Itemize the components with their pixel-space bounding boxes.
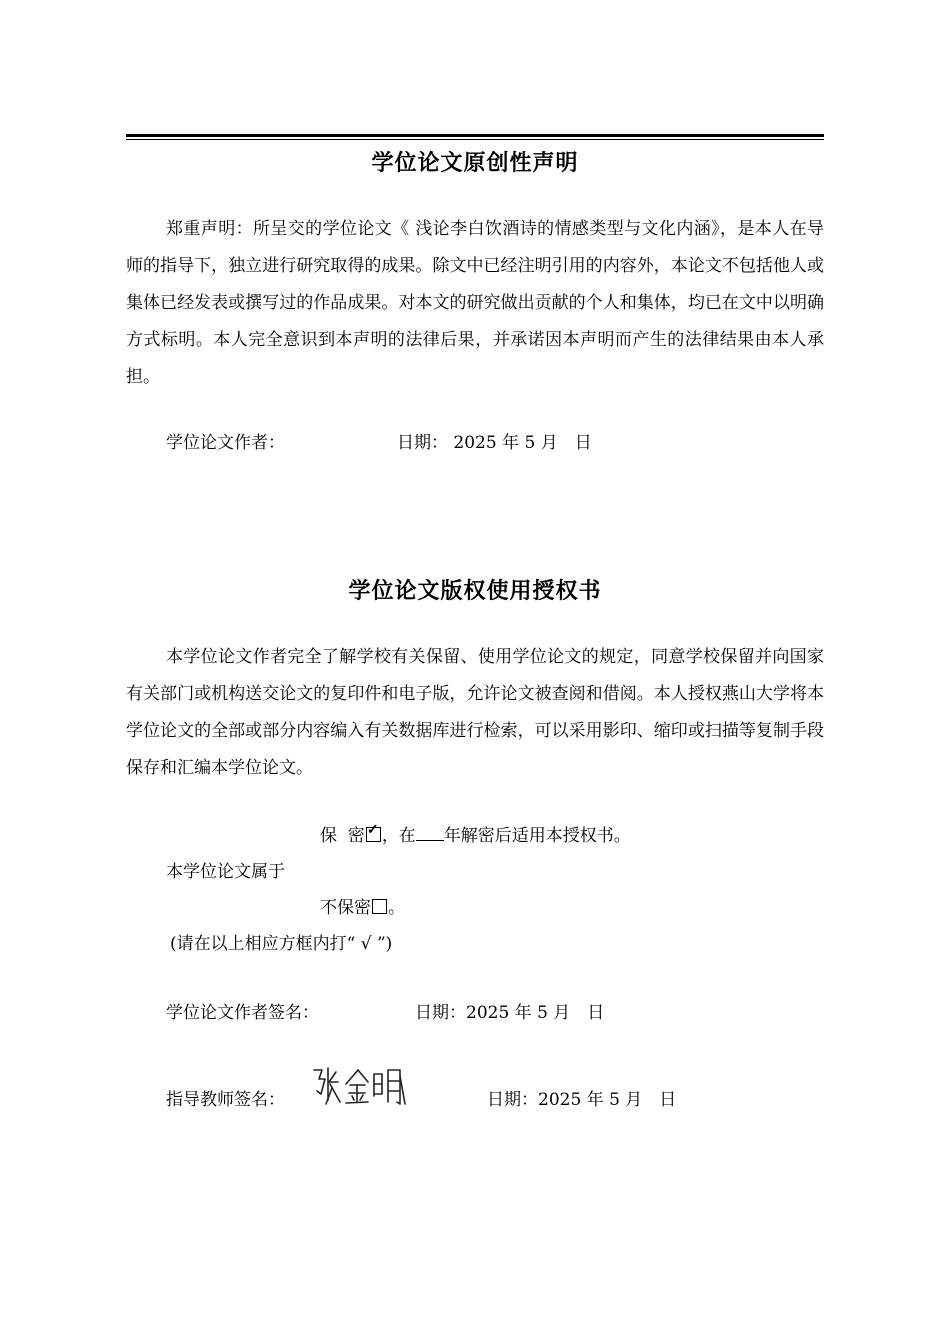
declaration-date: 日期： 2025 年 5 月 日: [397, 433, 592, 453]
secret-option-row: [320, 824, 631, 848]
advisor-sign-label: 指导教师签名：: [166, 1090, 285, 1110]
nonsecret-option-label: 不保密: [320, 898, 371, 918]
decrypt-years-blank: [416, 824, 444, 841]
check-mark-icon: ✓: [366, 822, 379, 838]
secret-option-suffix-a: ，在: [381, 826, 416, 846]
declaration-body: 郑重声明：所呈交的学位论文《 浅论李白饮酒诗的情感类型与文化内涵》，是本人在导师的指导下，独立进行研究取得的成果。除文中已经注明引用的内容外，本论文不包括他人或集体已经发表或撰写过的作品成果。对本文的研究做出贡献的个人和集体，均已在文中以明确方式标明。本人完全意识到本声明的法律后果，并承诺因本声明而产生的法律结果由本人承担。: [126, 219, 824, 387]
check-instruction: (请在以上相应方框内打“ √ ”): [170, 934, 393, 954]
secret-option-label: 保 密: [320, 826, 365, 846]
author-sign-label: 学位论文作者签名：: [166, 1003, 319, 1023]
belongs-label: 本学位论文属于: [166, 862, 285, 882]
authorization-body: 本学位论文作者完全了解学校有关保留、使用学位论文的规定，同意学校保留并向国家有关部门或机构送交论文的复印件和电子版，允许论文被查阅和借阅。本人授权燕山大学将本学位论文的全部或部分内容编入有关数据库进行检索，可以采用影印、缩印或扫描等复制手段保存和汇编本学位论文。: [126, 647, 824, 778]
declaration-author-label: 学位论文作者：: [166, 433, 285, 453]
authorization-title: 学位论文版权使用授权书: [348, 579, 602, 604]
advisor-signature-image: [308, 1064, 412, 1108]
secret-option-suffix-b: 年解密后适用本授权书。: [443, 826, 631, 846]
nonsecret-option-suffix: 。: [388, 898, 405, 918]
secret-checkbox[interactable]: [366, 822, 381, 842]
advisor-sign-date: 日期：2025 年 5 月 日: [487, 1090, 677, 1110]
header-rule-thick: [126, 134, 824, 137]
nonsecret-option-row: [320, 896, 405, 920]
nonsecret-checkbox[interactable]: [372, 899, 387, 914]
header-rule-thin: [126, 139, 824, 140]
author-sign-date: 日期：2025 年 5 月 日: [415, 1003, 605, 1023]
declaration-title: 学位论文原创性声明: [371, 151, 579, 176]
